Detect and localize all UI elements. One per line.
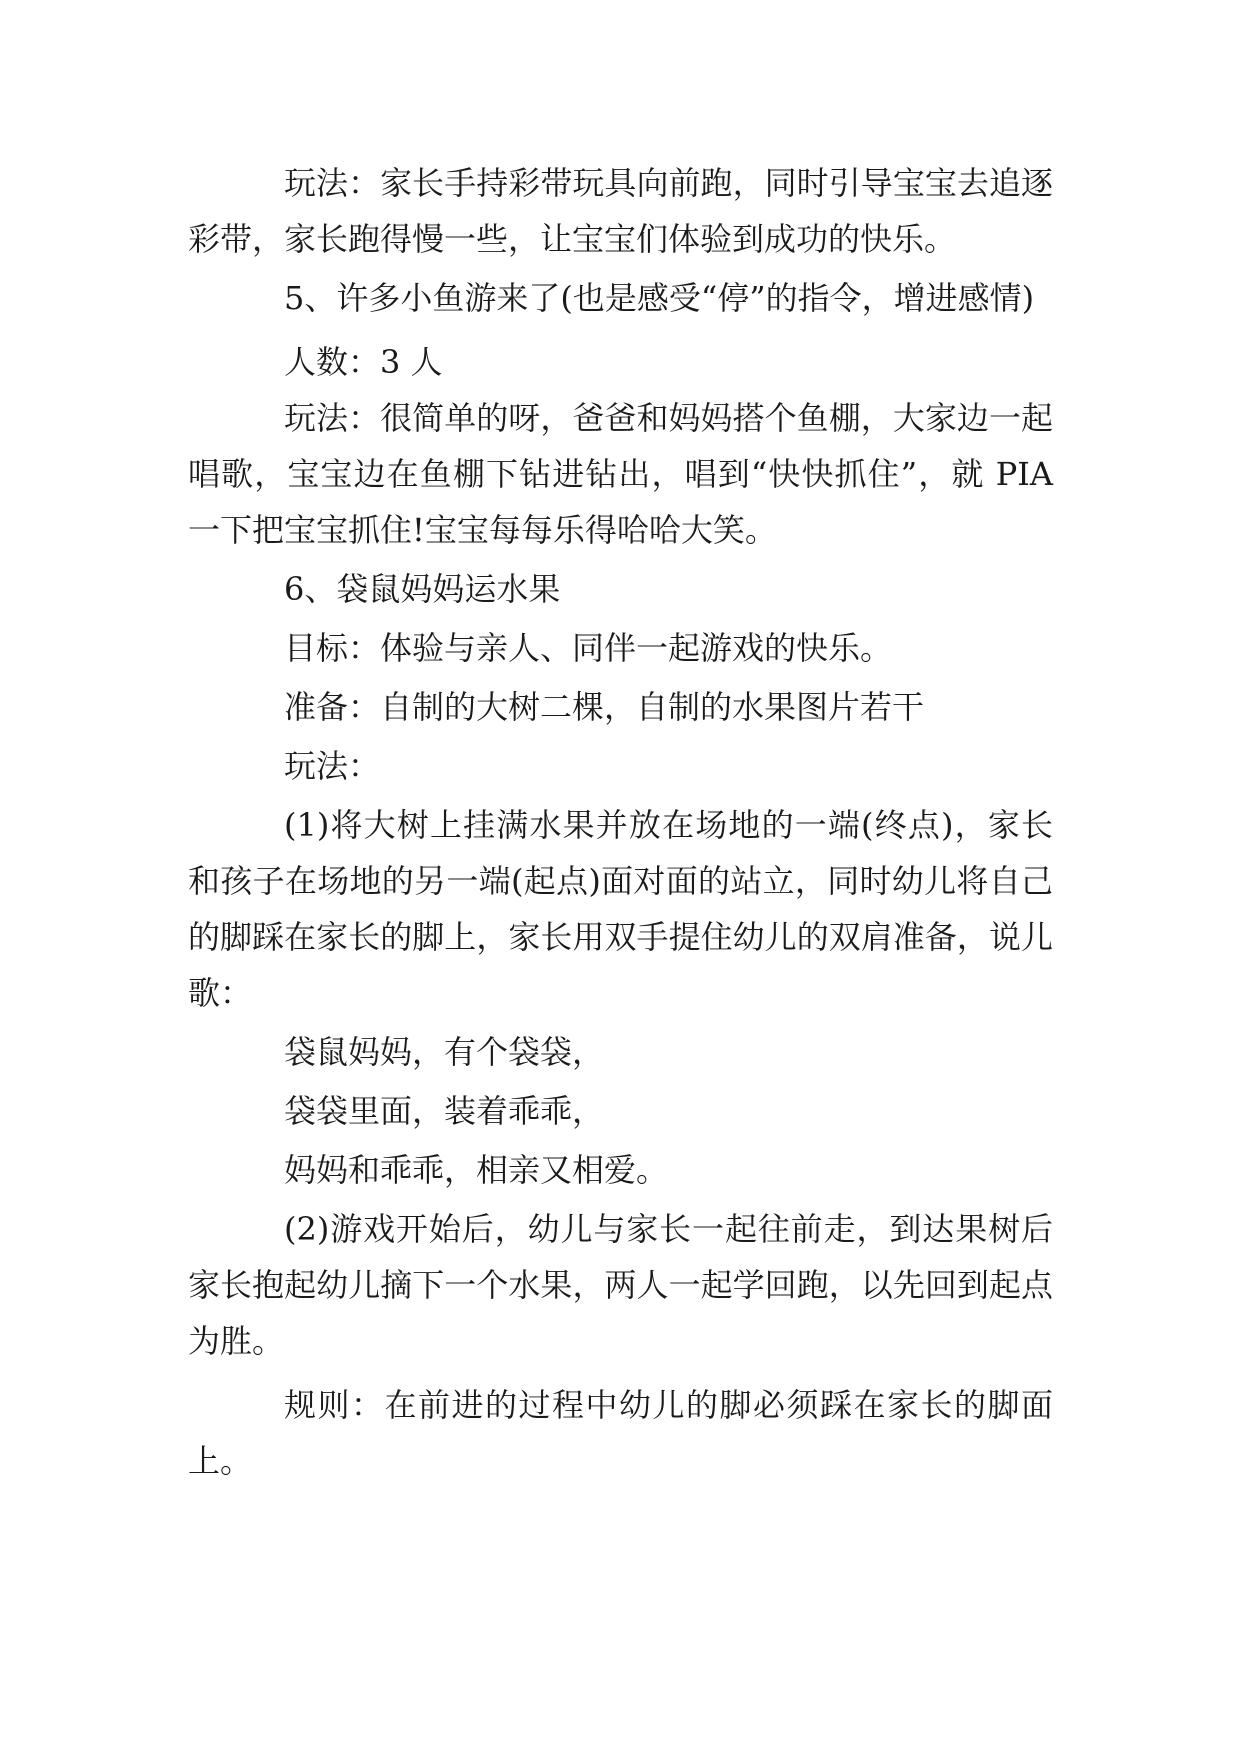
rhyme-line-3: 妈妈和乖乖，相亲又相爱。 [284, 1151, 669, 1189]
heading-game-5: 5、许多小鱼游来了(也是感受“停”的指令，增进感情) [284, 279, 1035, 317]
heading-game-6: 6、袋鼠妈妈运水果 [284, 570, 561, 608]
paragraph-play-fish: 玩法：很简单的呀，爸爸和妈妈搭个鱼棚，大家边一起唱歌，宝宝边在鱼棚下钻进钻出，唱到“快快抓住”，就 PIA 一下把宝宝抓住!宝宝每每乐得哈哈大笑。 [188, 399, 1053, 549]
rhyme-line-2: 袋袋里面，装着乖乖， [284, 1092, 605, 1130]
document-body [188, 155, 1053, 1489]
paragraph-rules: 规则：在前进的过程中幼儿的脚必须踩在家长的脚面上。 [188, 1386, 1053, 1480]
paragraph-players: 人数：3 人 [284, 343, 443, 381]
paragraph-goal: 目标：体验与亲人、同伴一起游戏的快乐。 [284, 629, 893, 667]
paragraph-preparation: 准备：自制的大树二棵，自制的水果图片若干 [284, 688, 925, 726]
paragraph-play-ribbon: 玩法：家长手持彩带玩具向前跑，同时引导宝宝去追逐彩带，家长跑得慢一些，让宝宝们体验到成功的快乐。 [188, 164, 1053, 258]
paragraph-play-label: 玩法： [284, 747, 381, 785]
paragraph-step-1: (1)将大树上挂满水果并放在场地的一端(终点)，家长和孩子在场地的另一端(起点)面对面的站立，同时幼儿将自己的脚踩在家长的脚上，家长用双手提住幼儿的双肩准备，说儿歌： [188, 806, 1053, 1012]
paragraph-step-2: (2)游戏开始后，幼儿与家长一起往前走，到达果树后家长抱起幼儿摘下一个水果，两人一起学回跑，以先回到起点为胜。 [188, 1210, 1053, 1360]
rhyme-line-1: 袋鼠妈妈，有个袋袋， [284, 1033, 605, 1071]
